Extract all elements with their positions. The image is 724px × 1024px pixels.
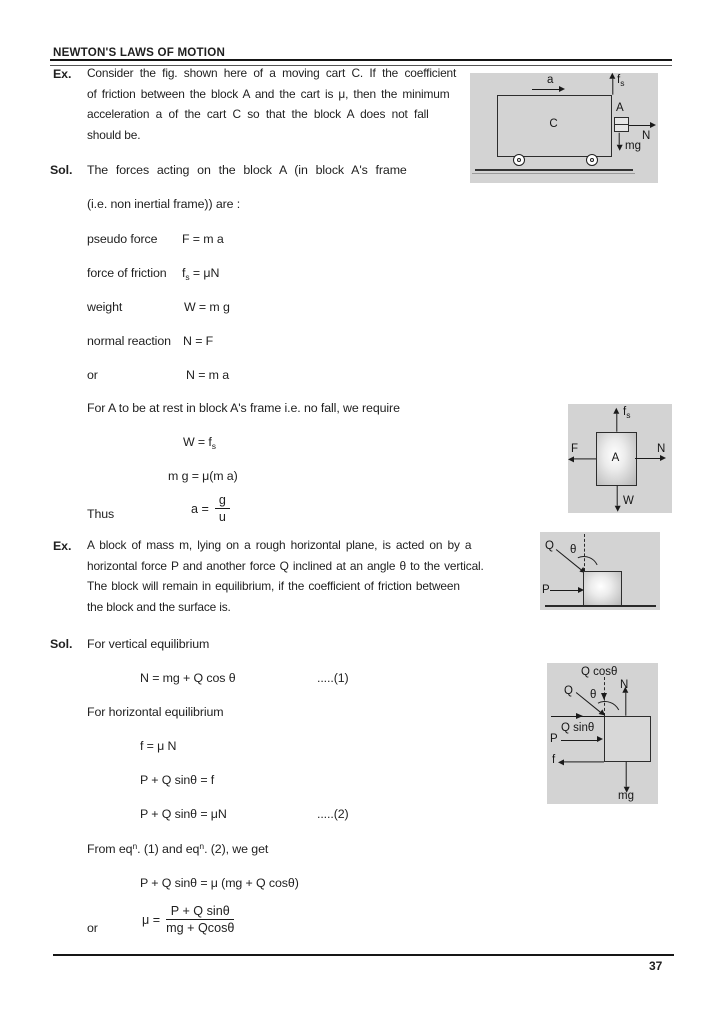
cart-wheel (513, 154, 525, 166)
force-row-label: or (87, 368, 98, 382)
page-number: 37 (649, 959, 663, 973)
theta-label: θ (570, 544, 577, 556)
wheel-hub (590, 158, 595, 163)
q-sin-label: Q sinθ (561, 722, 595, 734)
friction-label: $f_s$ (623, 406, 631, 420)
block-a (614, 117, 629, 132)
solution1-require-line: For A to be at rest in block A's frame i.e. no fall, we require (87, 401, 400, 415)
equation-1-ref: .....(1) (317, 671, 349, 685)
friction-label: $f_s$ (617, 74, 625, 88)
resolved-forces-diagram (547, 663, 658, 804)
friction-arrow (564, 762, 604, 763)
q-force-label: Q (545, 540, 554, 552)
fraction-lhs: μ = (142, 912, 161, 927)
friction-label: f (552, 754, 556, 766)
fraction (166, 904, 234, 936)
q-force-label: Q (564, 685, 573, 697)
weight-arrow (625, 762, 626, 787)
equation-f-muN: f = μ N (140, 739, 177, 753)
solution1-label: Sol. (50, 163, 73, 177)
pseudo-force-arrow (574, 459, 596, 460)
force-row-eq: N = F (183, 334, 214, 348)
weight-arrow (617, 486, 618, 506)
equation-2-ref: .....(2) (317, 807, 349, 821)
equation-mu-fraction (142, 904, 234, 936)
fraction (215, 493, 230, 525)
pseudo-force-label: F (571, 443, 579, 455)
q-sin-arrowhead (576, 713, 583, 719)
block (604, 716, 651, 762)
equation-2: P + Q sinθ = μN (140, 807, 227, 821)
example1-line4: should be. (87, 128, 141, 143)
friction-arrow (612, 79, 613, 95)
from-equations-line: From $eq^n$. (1) and $eq^n$. (2), we get (87, 841, 269, 856)
ground-line (545, 605, 656, 607)
normal-label: N (642, 130, 651, 142)
footer-rule (53, 954, 674, 956)
ground-shadow (472, 173, 635, 175)
force-row-eq: N = m a (186, 368, 230, 382)
example1-line2: of friction between the block A and the cart is μ, then the minimum (87, 86, 450, 101)
p-force-arrow (550, 590, 578, 591)
ground-line (475, 169, 633, 171)
solution1-intro2: (i.e. non inertial frame)) are : (87, 197, 241, 211)
block (583, 571, 622, 607)
example1-text (87, 63, 467, 146)
cart-diagram (470, 73, 658, 183)
p-force-label: P (550, 733, 558, 745)
fraction-numerator: g (215, 493, 230, 509)
force-row-label: pseudo force (87, 232, 158, 246)
cart-label: C (549, 118, 558, 130)
block-forces-diagram (540, 532, 660, 610)
normal-arrow (625, 693, 626, 716)
example2-line1: A block of mass m, lying on a rough horizontal plane, is acted on by a (87, 538, 472, 552)
block-a-label: A (616, 102, 624, 114)
example2-line4: the block and the surface is. (87, 600, 231, 615)
thus-label: Thus (87, 507, 115, 521)
solution2-label: Sol. (50, 637, 73, 651)
acceleration-label: a (547, 74, 554, 86)
normal-label: N (657, 443, 666, 455)
wheel-hub (517, 158, 522, 163)
acceleration-arrow (532, 89, 559, 90)
theta-label: θ (590, 689, 597, 701)
fraction-denominator: mg + Qcosθ (166, 921, 235, 936)
example2-line2: horizontal force P and another force Q inclined at an angle θ to the vertical. (87, 558, 484, 573)
solution2-horizontal: For horizontal equilibrium (87, 705, 224, 719)
normal-label: N (620, 679, 629, 691)
solution1-intro1: The forces acting on the block A (in block A's frame (87, 163, 407, 177)
weight-label: W (623, 495, 634, 507)
example1-line1: Consider the fig. shown here of a moving cart C. If the coefficient (87, 66, 457, 80)
example1-label: Ex. (53, 67, 72, 81)
weight-arrow (619, 133, 620, 145)
normal-arrow (635, 458, 660, 459)
normal-arrow (629, 125, 650, 126)
free-body-diagram (568, 404, 672, 513)
fraction-lhs: a = (191, 501, 209, 516)
equation-mg-mu-ma: m g = μ(m a) (168, 469, 238, 483)
block-a-midline (615, 124, 628, 125)
fraction-denominator: u (218, 510, 226, 525)
equation-w-fs: $W = f_s$ (183, 435, 217, 451)
force-row-label: normal reaction (87, 334, 171, 348)
force-row-label: weight (87, 300, 123, 314)
example1-line3: acceleration a of the cart C so that the block A does not fall (87, 107, 429, 122)
example2-label: Ex. (53, 539, 72, 553)
equation-a-fraction (191, 493, 230, 525)
weight-label: mg (625, 140, 641, 152)
force-row-eq: W = m g (184, 300, 230, 314)
equation-1: N = mg + Q cos θ (140, 671, 236, 685)
q-cos-arrowhead (601, 693, 607, 700)
equation-p-qsin-f: P + Q sinθ = f (140, 773, 215, 787)
block-a-label: A (611, 452, 620, 464)
friction-arrow (617, 414, 618, 432)
q-cos-label: Q cosθ (581, 666, 618, 678)
force-row-label: force of friction (87, 266, 167, 280)
example2-text (87, 535, 528, 618)
cart-wheel (586, 154, 598, 166)
weight-label: mg (618, 790, 634, 802)
p-force-label: P (542, 584, 550, 596)
or-label: or (87, 921, 98, 935)
p-force-arrow (561, 740, 597, 741)
equation-combined: P + Q sinθ = μ (mg + Q cosθ) (140, 876, 299, 890)
force-row-eq: F = m a (182, 232, 224, 246)
fraction-numerator: P + Q sinθ (166, 904, 234, 920)
page-header-title: NEWTON'S LAWS OF MOTION (53, 46, 226, 59)
force-row-eq: $f_s = \mu N$ (182, 266, 220, 282)
example2-line3: The block will remain in equilibrium, if the coefficient of friction between (87, 579, 460, 594)
solution2-intro: For vertical equilibrium (87, 637, 210, 651)
